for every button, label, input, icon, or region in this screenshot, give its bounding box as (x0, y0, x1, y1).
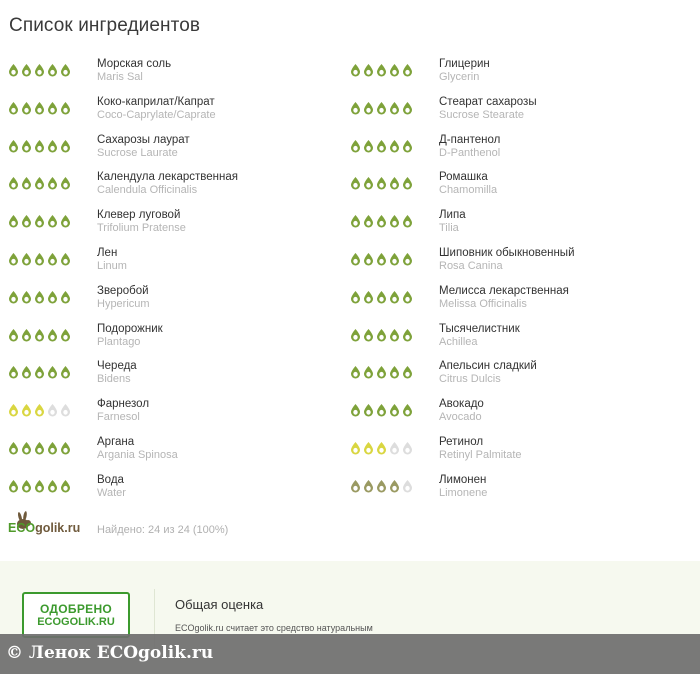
safety-rating (8, 252, 71, 266)
safety-rating (8, 328, 71, 342)
drop-icon (47, 290, 58, 304)
drop-icon (47, 176, 58, 190)
drop-icon (34, 101, 45, 115)
ingredient-item[interactable] (8, 56, 338, 94)
ingredient-names (97, 95, 216, 122)
ingredient-name-ru[interactable]: Апельсин сладкий (439, 360, 537, 373)
safety-rating (350, 479, 413, 493)
drop-icon (350, 441, 361, 455)
drop-icon (21, 328, 32, 342)
drop-icon (376, 101, 387, 115)
drop-icon (8, 479, 19, 493)
ingredient-item[interactable] (8, 169, 338, 207)
drop-icon (60, 365, 71, 379)
drop-icon (376, 365, 387, 379)
drop-icon (376, 214, 387, 228)
ingredient-names (97, 322, 163, 349)
ingredient-name-ru[interactable]: Авокадо (439, 398, 484, 411)
ingredient-item[interactable] (350, 434, 680, 472)
ingredient-names (439, 322, 520, 349)
ingredient-name-ru[interactable]: Клевер луговой (97, 209, 181, 222)
drop-icon (34, 176, 45, 190)
drop-icon (60, 479, 71, 493)
ingredient-name-ru[interactable]: Лен (97, 247, 118, 259)
drop-icon (402, 252, 413, 266)
ingredient-name-lat: Sucrose Laurate (97, 146, 178, 159)
ingredient-name-lat: Rosa Canina (439, 260, 503, 272)
ingredient-names (97, 246, 127, 273)
drop-icon (60, 214, 71, 228)
ingredient-item[interactable] (8, 94, 338, 132)
safety-rating (350, 290, 413, 304)
safety-rating (350, 101, 413, 115)
drop-icon (389, 441, 400, 455)
drop-icon (8, 214, 19, 228)
drop-icon (34, 214, 45, 228)
drop-icon (389, 63, 400, 77)
ingredient-names (439, 473, 487, 500)
overall-title: Общая оценка (175, 597, 264, 612)
drop-icon (389, 252, 400, 266)
ingredient-name-lat: Plantago (97, 335, 141, 348)
drop-icon (389, 365, 400, 379)
drop-icon (8, 101, 19, 115)
drop-icon (350, 328, 361, 342)
drop-icon (376, 403, 387, 417)
ingredient-names (439, 284, 569, 311)
safety-rating (8, 365, 71, 379)
watermark-bar (0, 634, 700, 674)
safety-rating (350, 365, 413, 379)
drop-icon (376, 252, 387, 266)
drop-icon (402, 214, 413, 228)
drop-icon (8, 176, 19, 190)
drop-icon (34, 479, 45, 493)
drop-icon (389, 214, 400, 228)
drop-icon (402, 328, 413, 342)
drop-icon (402, 290, 413, 304)
drop-icon (402, 139, 413, 153)
drop-icon (21, 139, 32, 153)
drop-icon (363, 441, 374, 455)
drop-icon (350, 176, 361, 190)
drop-icon (34, 63, 45, 77)
drop-icon (350, 252, 361, 266)
drop-icon (60, 290, 71, 304)
safety-rating (8, 63, 71, 77)
ingredient-item[interactable] (8, 358, 338, 396)
found-count: Найдено: 24 из 24 (100%) (97, 524, 229, 536)
drop-icon (402, 403, 413, 417)
drop-icon (21, 63, 32, 77)
drop-icon (389, 403, 400, 417)
drop-icon (34, 290, 45, 304)
ingredient-names (439, 95, 537, 122)
ingredient-names (439, 208, 466, 235)
drop-icon (363, 101, 374, 115)
ingredient-item[interactable] (8, 207, 338, 245)
ingredient-name-lat: Argania Spinosa (97, 449, 178, 461)
drop-icon (350, 63, 361, 77)
drop-icon (21, 441, 32, 455)
safety-rating (350, 252, 413, 266)
drop-icon (8, 290, 19, 304)
drop-icon (389, 176, 400, 190)
drop-icon (8, 63, 19, 77)
ingredient-item[interactable] (8, 132, 338, 170)
drop-icon (47, 365, 58, 379)
ingredient-name-lat: Melissa Officinalis (439, 297, 527, 310)
drop-icon (350, 403, 361, 417)
drop-icon (389, 101, 400, 115)
drop-icon (47, 63, 58, 77)
ingredient-names (97, 170, 238, 197)
drop-icon (363, 479, 374, 493)
drop-icon (402, 479, 413, 493)
drop-icon (389, 290, 400, 304)
ingredient-names (97, 208, 186, 235)
safety-rating (8, 403, 71, 417)
watermark-text: © Ленок ECOgolik.ru (6, 643, 214, 663)
ingredient-names (439, 170, 497, 197)
drop-icon (363, 403, 374, 417)
drop-icon (34, 403, 45, 417)
drop-icon (8, 252, 19, 266)
ingredient-names (439, 397, 484, 424)
ingredient-name-ru[interactable]: Фарнезол (97, 398, 150, 411)
drop-icon (34, 328, 45, 342)
badge-line-1: ОДОБРЕНО (39, 601, 113, 616)
drop-icon (376, 63, 387, 77)
ingredient-item[interactable] (8, 245, 338, 283)
ingredient-item[interactable] (350, 358, 680, 396)
ingredient-name-lat: Trifolium Pratense (97, 222, 186, 235)
safety-rating (350, 63, 413, 77)
badge-line-2: ECOGOLIK.RU (37, 615, 115, 628)
ingredient-item[interactable] (8, 434, 338, 472)
ingredient-name-ru[interactable]: Глицерин (439, 58, 490, 70)
drop-icon (350, 139, 361, 153)
drop-icon (389, 139, 400, 153)
ingredient-name-ru[interactable]: Лимонен (439, 473, 487, 486)
ingredient-name-ru[interactable]: Тысячелистник (439, 322, 520, 335)
drop-icon (60, 441, 71, 455)
ingredient-names (439, 359, 537, 386)
drop-icon (8, 403, 19, 417)
drop-icon (21, 479, 32, 493)
drop-icon (402, 101, 413, 115)
drop-icon (60, 101, 71, 115)
ingredient-names (97, 435, 178, 462)
drop-icon (21, 290, 32, 304)
ecogolik-logo[interactable] (8, 511, 86, 539)
ingredient-names (439, 133, 500, 160)
ingredient-name-ru[interactable]: Ромашка (439, 171, 488, 184)
drop-icon (47, 139, 58, 153)
ingredient-name-lat: Retinyl Palmitate (439, 449, 522, 461)
ingredient-names (97, 397, 149, 424)
ingredient-item[interactable] (350, 283, 680, 321)
ingredient-item[interactable] (350, 169, 680, 207)
drop-icon (350, 479, 361, 493)
drop-icon (363, 214, 374, 228)
page-title: Список ингредиентов (9, 15, 201, 36)
ingredient-name-lat: Hypericum (97, 297, 150, 310)
drop-icon (363, 328, 374, 342)
drop-icon (363, 139, 374, 153)
ingredient-name-ru[interactable]: Календула лекарственная (97, 171, 238, 184)
drop-icon (47, 101, 58, 115)
safety-rating (8, 214, 71, 228)
ingredient-names (97, 473, 126, 500)
drop-icon (34, 252, 45, 266)
ingredient-name-lat: Coco-Caprylate/Caprate (97, 108, 216, 121)
ingredient-item[interactable] (350, 321, 680, 359)
safety-rating (350, 139, 413, 153)
logo-golik: golik.ru (35, 521, 81, 535)
ingredient-name-ru[interactable]: Липа (439, 209, 466, 222)
safety-rating (350, 403, 413, 417)
ingredient-name-lat: Limonene (439, 486, 488, 499)
drop-icon (21, 101, 32, 115)
drop-icon (60, 63, 71, 77)
ingredient-name-ru[interactable]: Сахарозы лаурат (97, 133, 190, 146)
ingredient-item[interactable] (8, 283, 338, 321)
drop-icon (376, 290, 387, 304)
ingredient-name-lat: Linum (97, 260, 127, 272)
drop-icon (402, 176, 413, 190)
drop-icon (376, 176, 387, 190)
ingredient-name-ru[interactable]: Зверобой (97, 284, 149, 297)
ingredient-name-ru[interactable]: Вода (97, 473, 124, 486)
ingredient-name-lat: Maris Sal (97, 71, 143, 83)
safety-rating (350, 328, 413, 342)
drop-icon (47, 403, 58, 417)
approved-badge (22, 592, 130, 638)
drop-icon (47, 479, 58, 493)
drop-icon (8, 328, 19, 342)
drop-icon (8, 441, 19, 455)
ingredient-item[interactable] (8, 396, 338, 434)
ingredient-item[interactable] (350, 472, 680, 510)
ingredient-names (97, 57, 171, 84)
ingredient-name-lat: Glycerin (439, 71, 480, 83)
drop-icon (389, 479, 400, 493)
ingredient-name-lat: Calendula Officinalis (97, 184, 198, 197)
ingredient-name-lat: Chamomilla (439, 184, 498, 197)
drop-icon (350, 101, 361, 115)
drop-icon (34, 365, 45, 379)
safety-rating (8, 290, 71, 304)
ingredient-name-lat: Water (97, 486, 126, 499)
drop-icon (21, 403, 32, 417)
ingredient-name-ru[interactable]: Шиповник обыкновенный (439, 247, 575, 259)
safety-rating (8, 101, 71, 115)
safety-rating (8, 441, 71, 455)
ingredient-names (439, 57, 490, 84)
drop-icon (376, 328, 387, 342)
drop-icon (402, 365, 413, 379)
drop-icon (8, 365, 19, 379)
ingredient-item[interactable] (350, 396, 680, 434)
drop-icon (47, 441, 58, 455)
ingredient-name-ru[interactable]: Коко-каприлат/Капрат (97, 95, 215, 108)
ingredient-name-ru[interactable]: Аргана (97, 436, 135, 448)
safety-rating (350, 176, 413, 190)
ingredient-item[interactable] (350, 245, 680, 283)
drop-icon (8, 139, 19, 153)
drop-icon (363, 63, 374, 77)
ingredient-names (97, 133, 190, 160)
ingredient-names (97, 359, 137, 386)
ingredient-item[interactable] (8, 472, 338, 510)
safety-rating (8, 176, 71, 190)
drop-icon (350, 214, 361, 228)
drop-icon (363, 252, 374, 266)
drop-icon (60, 252, 71, 266)
drop-icon (34, 441, 45, 455)
drop-icon (21, 365, 32, 379)
ingredient-name-lat: Sucrose Stearate (439, 108, 524, 121)
ingredient-names (97, 284, 150, 311)
safety-rating (8, 139, 71, 153)
ingredient-names (439, 246, 575, 273)
ingredient-name-lat: Citrus Dulcis (439, 373, 501, 386)
ingredient-name-lat: Avocado (439, 411, 482, 424)
ingredient-name-ru[interactable]: Череда (97, 360, 137, 373)
drop-icon (60, 176, 71, 190)
ingredient-names (439, 435, 522, 462)
drop-icon (402, 441, 413, 455)
drop-icon (350, 290, 361, 304)
ingredient-name-ru[interactable]: Ретинол (439, 436, 484, 448)
drop-icon (376, 139, 387, 153)
drop-icon (60, 328, 71, 342)
ingredient-item[interactable] (350, 94, 680, 132)
drop-icon (60, 139, 71, 153)
safety-rating (8, 479, 71, 493)
drop-icon (47, 214, 58, 228)
drop-icon (60, 403, 71, 417)
ingredient-item[interactable] (8, 321, 338, 359)
drop-icon (363, 365, 374, 379)
ingredient-name-lat: Bidens (97, 373, 131, 386)
overall-text: ECOgolik.ru считает это средство натуральным (175, 623, 373, 633)
drop-icon (21, 176, 32, 190)
ingredient-item[interactable] (350, 207, 680, 245)
drop-icon (363, 176, 374, 190)
ingredient-name-ru[interactable]: Стеарат сахарозы (439, 95, 537, 108)
ingredient-name-ru[interactable]: Д-пантенол (439, 133, 501, 146)
drop-icon (402, 63, 413, 77)
drop-icon (363, 290, 374, 304)
drop-icon (21, 252, 32, 266)
drop-icon (21, 214, 32, 228)
drop-icon (47, 328, 58, 342)
drop-icon (34, 139, 45, 153)
drop-icon (47, 252, 58, 266)
ingredient-name-lat: Achillea (439, 335, 478, 348)
ingredient-item[interactable] (350, 56, 680, 94)
safety-rating (350, 214, 413, 228)
ingredient-name-ru[interactable]: Морская соль (97, 58, 172, 70)
drop-icon (376, 479, 387, 493)
ingredient-name-lat: Tilia (439, 222, 459, 235)
safety-rating (350, 441, 413, 455)
ingredient-name-ru[interactable]: Подорожник (97, 322, 163, 335)
drop-icon (350, 365, 361, 379)
ingredient-name-ru[interactable]: Мелисса лекарственная (439, 284, 569, 297)
ingredient-name-lat: D-Panthenol (439, 146, 501, 159)
drop-icon (389, 328, 400, 342)
logo-eco: ECO (8, 521, 36, 535)
ingredient-name-lat: Farnesol (97, 411, 140, 424)
ingredient-item[interactable] (350, 132, 680, 170)
drop-icon (376, 441, 387, 455)
